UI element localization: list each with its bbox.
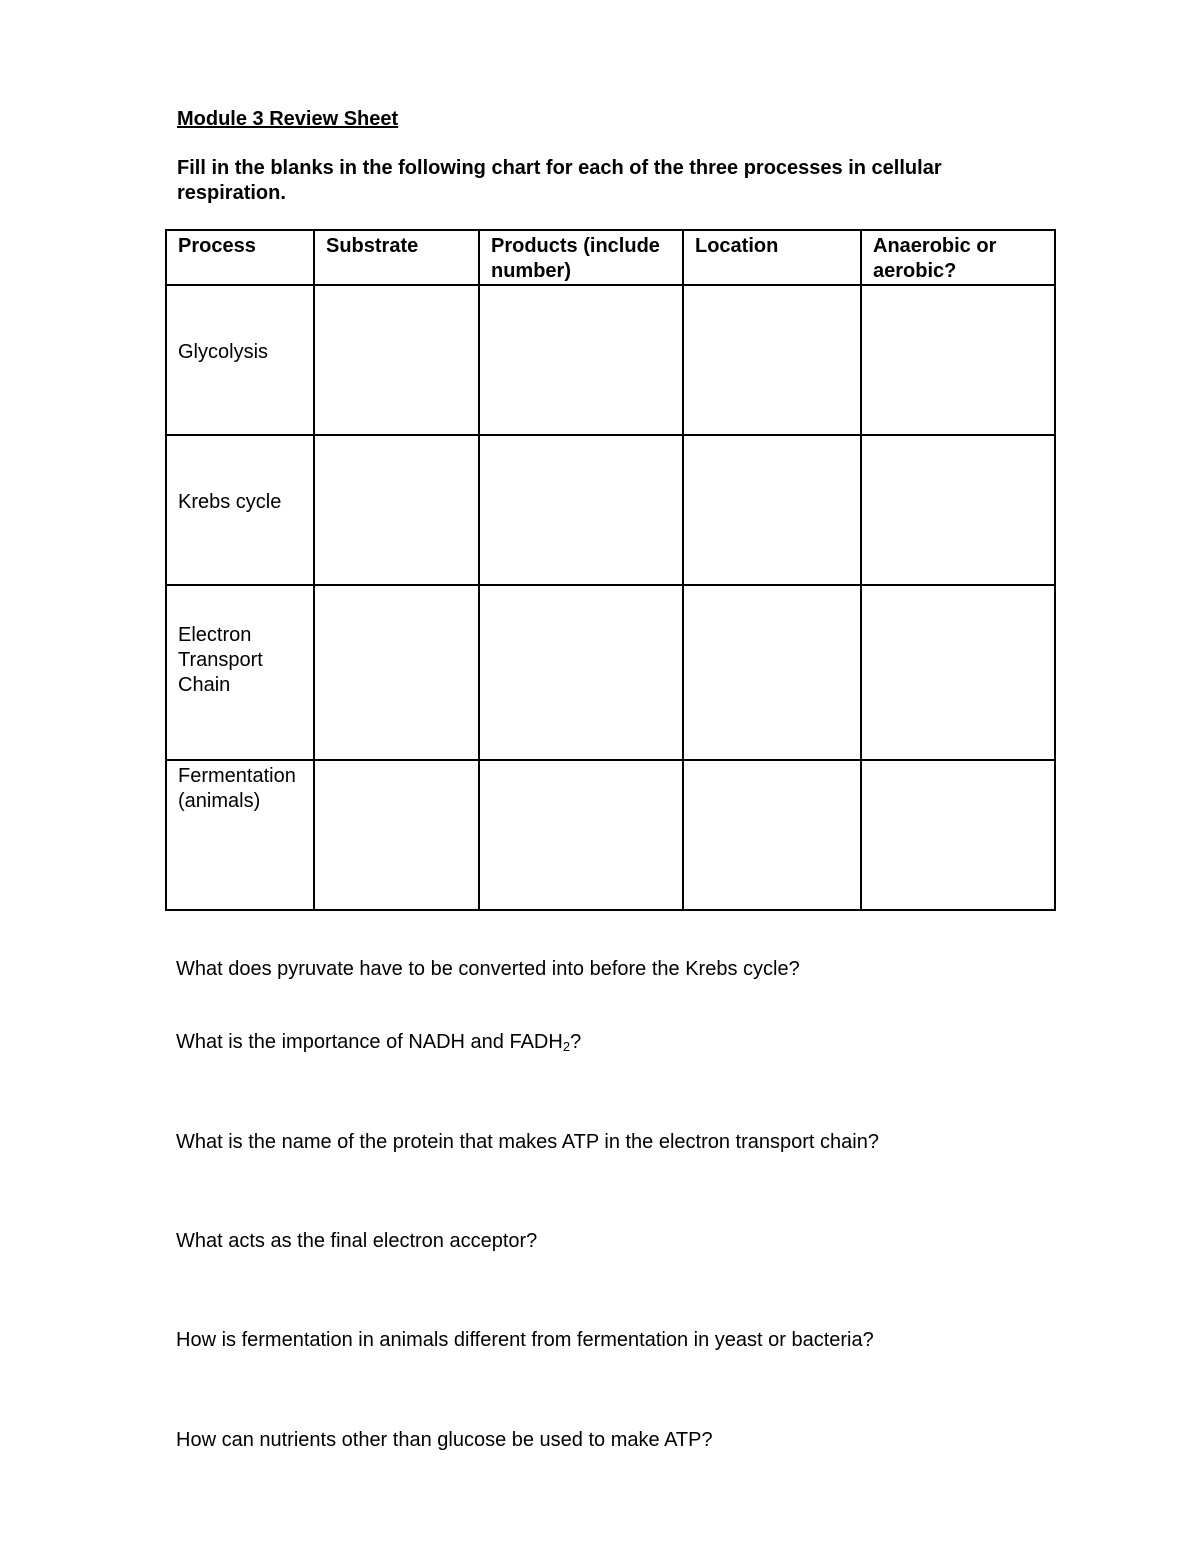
substrate-cell[interactable]: [314, 435, 479, 585]
products-cell[interactable]: [479, 585, 683, 760]
process-cell: [166, 285, 314, 435]
substrate-cell[interactable]: [314, 760, 479, 910]
location-cell[interactable]: [683, 585, 861, 760]
aerobic-cell[interactable]: [861, 285, 1055, 435]
process-label-line: Transport: [178, 649, 263, 671]
aerobic-cell[interactable]: [861, 585, 1055, 760]
aerobic-cell[interactable]: [861, 760, 1055, 910]
respiration-chart: [165, 229, 1056, 911]
header-location: Location: [683, 230, 861, 285]
location-cell[interactable]: [683, 435, 861, 585]
process-cell: [166, 435, 314, 585]
process-cell: [166, 585, 314, 760]
products-cell[interactable]: [479, 435, 683, 585]
process-label-line: Fermentation: [178, 765, 296, 787]
question-2-end: ?: [570, 1031, 582, 1053]
question-3: What is the name of the protein that makes ATP in the electron transport chain?: [176, 1131, 879, 1153]
question-4: What acts as the final electron acceptor?: [176, 1230, 538, 1252]
question-5: How is fermentation in animals different from fermentation in yeast or bacteria?: [176, 1329, 874, 1351]
products-cell[interactable]: [479, 285, 683, 435]
question-2: [176, 1030, 581, 1059]
subscript-2: 2: [562, 1039, 571, 1054]
location-cell[interactable]: [683, 285, 861, 435]
header-substrate: Substrate: [314, 230, 479, 285]
table-row: [166, 585, 1055, 760]
process-label-line: Electron: [178, 624, 252, 646]
table-row: [166, 285, 1055, 435]
question-1: What does pyruvate have to be converted into before the Krebs cycle?: [176, 958, 800, 980]
aerobic-cell[interactable]: [861, 435, 1055, 585]
instructions: Fill in the blanks in the following chart for each of the three processes in cellular respiration.: [177, 157, 942, 204]
header-process: Process: [166, 230, 314, 285]
process-label: Krebs cycle: [178, 490, 282, 513]
question-2-text: What is the importance of NADH and FADH: [176, 1031, 563, 1053]
substrate-cell[interactable]: [314, 585, 479, 760]
page-title: Module 3 Review Sheet: [177, 108, 399, 130]
header-products: Products (include number): [479, 230, 683, 285]
table-header-row: [166, 230, 1055, 285]
question-6: How can nutrients other than glucose be used to make ATP?: [176, 1429, 713, 1451]
process-label-line: (animals): [178, 790, 261, 812]
substrate-cell[interactable]: [314, 285, 479, 435]
process-label: Glycolysis: [178, 340, 269, 363]
process-cell: [166, 760, 314, 910]
process-label-line: Chain: [178, 674, 231, 696]
header-aerobic: Anaerobic or aerobic?: [861, 230, 1055, 285]
table-row: [166, 435, 1055, 585]
products-cell[interactable]: [479, 760, 683, 910]
table-row: [166, 760, 1055, 910]
location-cell[interactable]: [683, 760, 861, 910]
